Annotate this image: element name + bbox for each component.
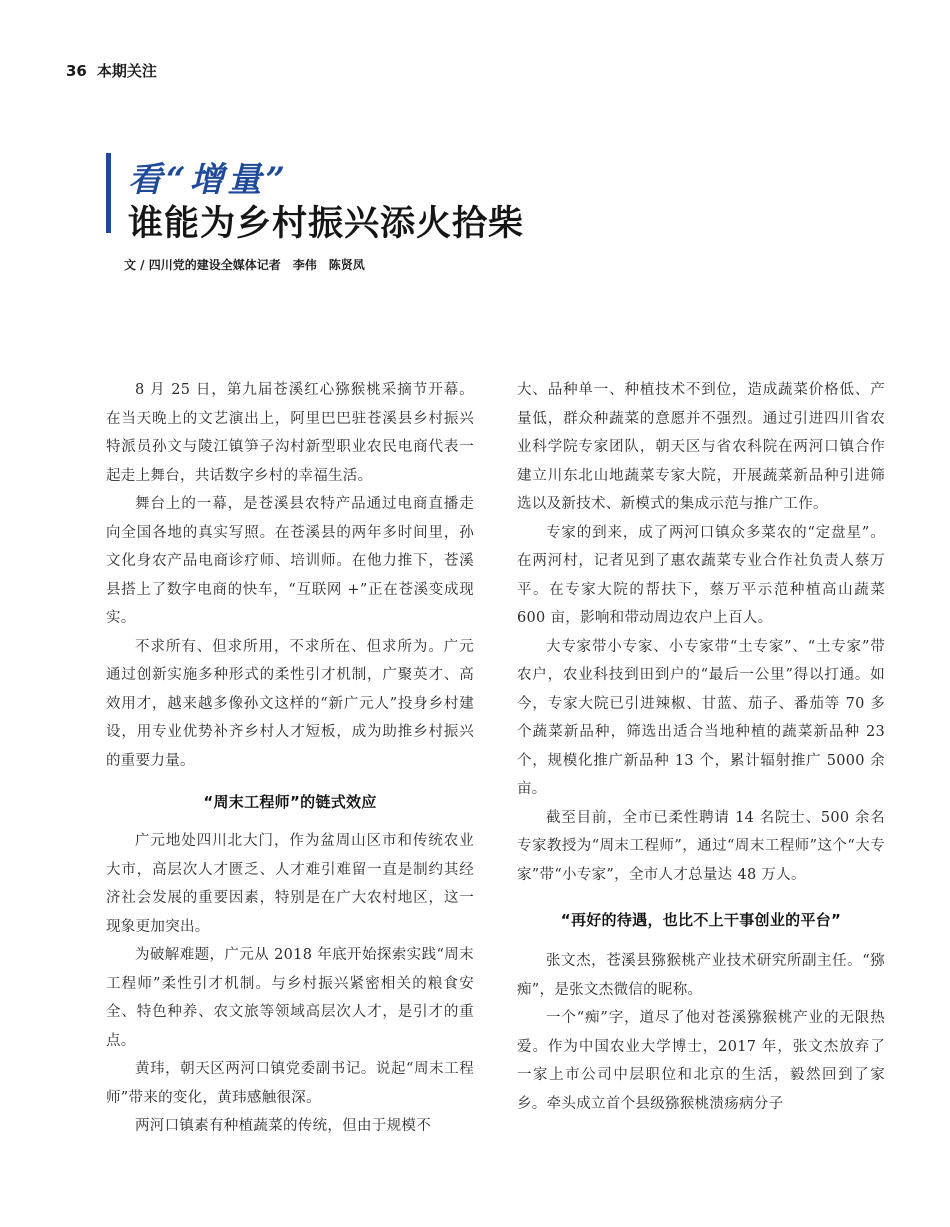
paragraph: 一个“痴”字，道尽了他对苍溪猕猴桃产业的无限热爱。作为中国农业大学博士，2017 年，张文杰放弃了一家上市公司中层职位和北京的生活，毅然回到了家乡。牵头成立首个县级猕猴桃溃疡病分子 [517, 1010, 885, 1112]
title-accent-bar [106, 153, 111, 233]
running-head [66, 60, 157, 81]
paragraph: 广元地处四川北大门，作为盆周山区市和传统农业大市，高层次人才匮乏、人才难引难留一直是制约其经济社会发展的重要因素，特别是在广大农村地区，这一现象更加突出。 [106, 833, 474, 935]
paragraph: 不求所有、但求所用，不求所在、但求所为。广元通过创新实施多种形式的柔性引才机制，广聚英才、高效用才，越来越多像孙文这样的“新广元人”投身乡村建设，用专业优势补齐乡村人才短板，成为助推乡村振兴的重要力量。 [106, 638, 474, 769]
paragraph: 大专家带小专家、小专家带“土专家”、“土专家”带农户，农业科技到田到户的“最后一公里”得以打通。如今，专家大院已引进辣椒、甘蓝、茄子、番茄等 70 多个蔬菜新品种，筛选出适合当地种植的蔬菜新品种 23 个，规模化推广新品种 13 个，累计辐射推广 5000 余亩。 [517, 638, 885, 797]
paragraph: 为破解难题，广元从 2018 年底开始探索实践“周末工程师”柔性引才机制。与乡村振兴紧密相关的粮食安全、特色种养、农文旅等领域高层次人才，是引才的重点。 [106, 947, 474, 1049]
paragraph-continued: 大、品种单一、种植技术不到位，造成蔬菜价格低、产量低，群众种蔬菜的意愿并不强烈。通过引进四川省农业科学院专家团队，朝天区与省农科院在两河口镇合作建立川东北山地蔬菜专家大院，开展蔬菜新品种引进筛选以及新技术、新模式的集成示范与推广工作。 [517, 382, 885, 512]
paragraph: 黄玮，朝天区两河口镇党委副书记。说起“周末工程师”带来的变化，黄玮感触很深。 [106, 1061, 474, 1106]
article-title-kicker: 看“增量” [128, 160, 290, 200]
paragraph: 专家的到来，成了两河口镇众多菜农的“定盘星”。在两河村，记者见到了惠农蔬菜专业合作社负责人蔡万平。在专家大院的帮扶下，蔡万平示范种植高山蔬菜 600 亩，影响和带动周边农户上百人。 [517, 524, 885, 626]
paragraph: 8 月 25 日，第九届苍溪红心猕猴桃采摘节开幕。在当天晚上的文艺演出上，阿里巴巴驻苍溪县乡村振兴特派员孙文与陵江镇笋子沟村新型职业农民电商代表一起走上舞台，共话数字乡村的幸福生活。 [106, 382, 474, 484]
left-column [106, 376, 474, 1141]
paragraph: 截至目前，全市已柔性聘请 14 名院士、500 余名专家教授为“周末工程师”，通过“周末工程师”这个“大专家”带“小专家”，全市人才总量达 48 万人。 [517, 809, 885, 883]
byline: 文 / 四川党的建设全媒体记者 李伟 陈贤凤 [124, 258, 365, 272]
section-subhead: “再好的待遇，也比不上干事创业的平台” [560, 911, 842, 929]
right-column [517, 376, 885, 1118]
paragraph: 张文杰，苍溪县猕猴桃产业技术研究所副主任。“猕痴”，是张文杰微信的昵称。 [517, 953, 885, 998]
article-title: 谁能为乡村振兴添火拾柴 [128, 204, 525, 244]
section-subhead: “周末工程师”的链式效应 [203, 793, 377, 811]
paragraph: 舞台上的一幕，是苍溪县农特产品通过电商直播走向全国各地的真实写照。在苍溪县的两年多时间里，孙文化身农产品电商诊疗师、培训师。在他力推下，苍溪县搭上了数字电商的快车，“互联网 +”正在苍溪变成现实。 [106, 496, 474, 626]
paragraph: 两河口镇素有种植蔬菜的传统，但由于规模不 [135, 1118, 431, 1134]
page-number: 36 [66, 62, 87, 80]
section-name: 本期关注 [96, 62, 157, 80]
